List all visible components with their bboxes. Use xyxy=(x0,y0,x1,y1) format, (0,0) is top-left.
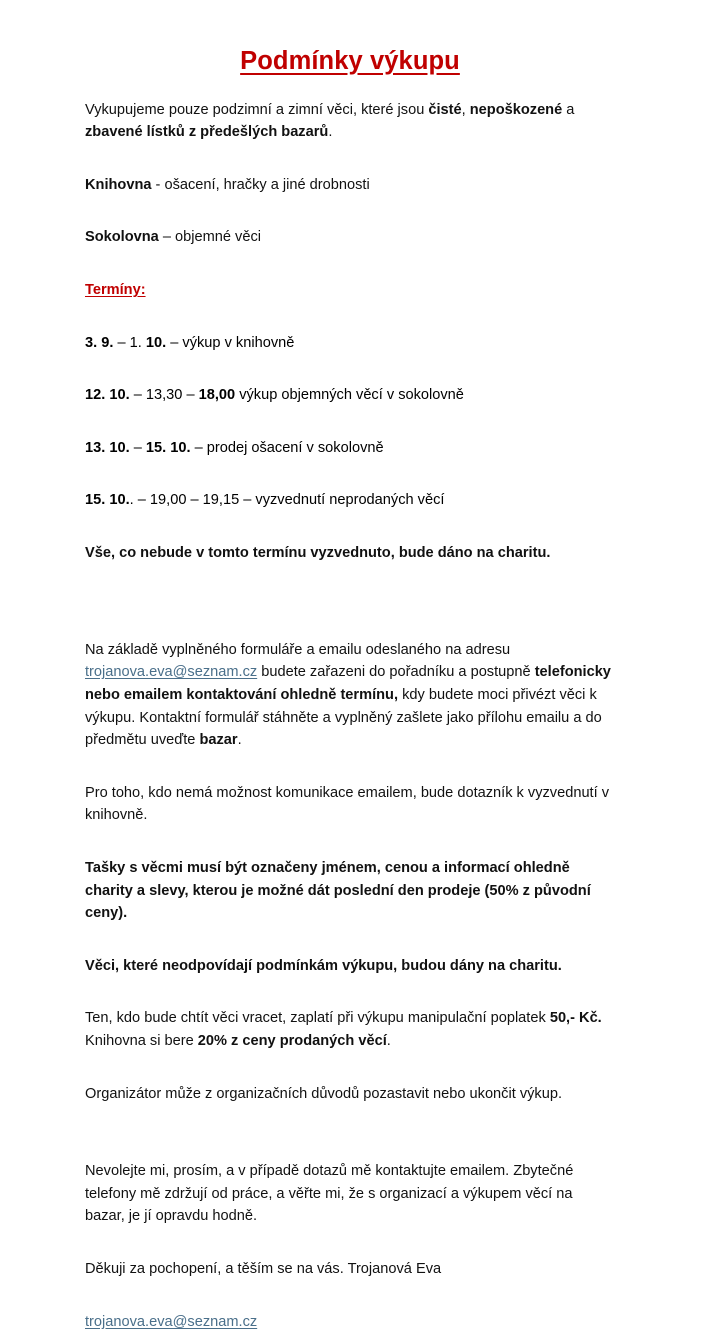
term-date-desc: – prodej ošacení v sokolovně xyxy=(190,439,384,456)
term-date-sep: – xyxy=(129,439,146,456)
email-text-2: budete zařazeni do pořadníku a postupně xyxy=(257,664,535,681)
spacer xyxy=(85,144,615,174)
term-date-row xyxy=(85,384,615,407)
spacer xyxy=(85,565,615,609)
email-link-primary[interactable]: trojanova.eva@seznam.cz xyxy=(85,664,258,681)
fee-text-3: . xyxy=(386,1033,391,1049)
term-date-start: 15. 10. xyxy=(85,492,130,509)
spacer xyxy=(85,407,615,437)
email-bold-contact: telefonicky nebo emailem kontaktování ohledně termínu, xyxy=(85,664,611,703)
term-date-start: 13. 10. xyxy=(85,439,130,456)
charity-note: Vše, co nebude v tomto termínu vyzvednuto, bude dáno na charitu. xyxy=(85,545,551,562)
email-instructions-paragraph xyxy=(85,639,615,752)
term-date-desc: výkup objemných věcí v sokolovně xyxy=(235,387,464,404)
spacer xyxy=(85,1281,615,1311)
term-date-row xyxy=(85,437,615,460)
email-link-signature[interactable]: trojanova.eva@seznam.cz xyxy=(85,1313,258,1330)
spacer xyxy=(85,196,615,226)
term-date-row xyxy=(85,332,615,355)
spacer xyxy=(85,77,615,99)
spacer xyxy=(85,1149,615,1160)
spacer xyxy=(85,977,615,1007)
intro-bold-tags: zbavené lístků z předešlých bazarů xyxy=(85,124,329,141)
fee-text-1: Ten, kdo bude chtít věci vracet, zaplatí při výkupu manipulační poplatek xyxy=(85,1010,550,1027)
spacer xyxy=(85,459,615,489)
email-text-1: Na základě vyplněného formuláře a emailu odeslaného na adresu xyxy=(85,641,511,658)
fee-paragraph xyxy=(85,1007,615,1052)
intro-bold-clean: čisté xyxy=(428,101,462,118)
term-date-desc: – výkup v knihovně xyxy=(166,334,295,351)
organizer-paragraph: Organizátor může z organizačních důvodů pozastavit nebo ukončit výkup. xyxy=(85,1085,562,1102)
spacer xyxy=(85,249,615,279)
term-date-time-to: 18,00 xyxy=(198,387,236,404)
bags-labeling-paragraph: Tašky s věcmi musí být označeny jménem, cenou a informací ohledně charity a slevy, kterou je možné dát poslední den prodeje (50% z původní ceny). xyxy=(85,859,591,922)
intro-text-1: Vykupujeme pouze podzimní a zimní věci, které jsou xyxy=(85,101,429,118)
spacer xyxy=(85,752,615,782)
nonconforming-items-paragraph: Věci, které neodpovídají podmínkám výkupu, budou dány na charitu. xyxy=(85,957,562,974)
venue-knihovna-desc: - ošacení, hračky a jiné drobnosti xyxy=(151,176,370,193)
spacer xyxy=(85,609,615,639)
term-date-time-from: – 13,30 – xyxy=(129,387,199,404)
intro-paragraph xyxy=(85,99,615,144)
term-date-desc: . – 19,00 – 19,15 – vyzvednutí neprodaných věcí xyxy=(129,492,445,509)
no-call-paragraph: Nevolejte mi, prosím, a v případě dotazů mě kontaktujte emailem. Zbytečné telefony mě zdržují od práce, a věřte mi, že s organizací a výkupem věcí na bazar, je jí opravdu hodně. xyxy=(85,1163,574,1225)
signature-email-paragraph xyxy=(85,1311,615,1333)
intro-text-4: . xyxy=(328,124,333,141)
term-date-end: 15. 10. xyxy=(145,439,191,456)
fee-text-2: Knihovna si bere xyxy=(85,1033,198,1049)
term-date-sep: – xyxy=(113,334,130,351)
spacer xyxy=(85,1228,615,1258)
spacer xyxy=(85,925,615,955)
terms-heading: Termíny: xyxy=(85,282,146,299)
term-date-end-day: 1. xyxy=(129,334,146,351)
questionnaire-paragraph: Pro toho, kdo nemá možnost komunikace emailem, bude dotazník k vyzvednutí v knihovně. xyxy=(85,784,610,824)
spacer xyxy=(85,512,615,542)
venue-knihovna xyxy=(85,174,615,197)
intro-text-2: , xyxy=(461,101,470,118)
term-date-start: 3. 9. xyxy=(85,334,114,351)
spacer xyxy=(85,354,615,384)
spacer xyxy=(85,302,615,332)
intro-text-3: a xyxy=(562,101,575,118)
intro-bold-undamaged: nepoškozené xyxy=(469,101,563,118)
spacer xyxy=(85,1105,615,1149)
thanks-paragraph: Děkuji za pochopení, a těším se na vás. Trojanová Eva xyxy=(85,1261,442,1278)
term-date-end-month: 10. xyxy=(145,334,167,351)
venue-knihovna-name: Knihovna xyxy=(85,176,152,193)
term-date-start: 12. 10. xyxy=(85,387,130,404)
email-bold-subject: bazar xyxy=(199,732,238,749)
spacer xyxy=(85,827,615,857)
email-text-4: . xyxy=(237,732,242,749)
page-title: Podmínky výkupu xyxy=(240,47,460,75)
venue-sokolovna-desc: – objemné věci xyxy=(158,229,262,246)
email-text-3: kdy budete moci přivézt věci k výkupu. Kontaktní formulář stáhněte a vyplněný zašlete jako přílohu emailu a do předmětu uveďte xyxy=(85,686,602,749)
fee-commission: 20% z ceny prodaných věcí xyxy=(197,1033,387,1049)
term-date-row xyxy=(85,489,615,512)
fee-amount: 50,- Kč. xyxy=(549,1010,602,1027)
venue-sokolovna-name: Sokolovna xyxy=(85,229,159,246)
spacer xyxy=(85,1053,615,1083)
venue-sokolovna xyxy=(85,226,615,249)
